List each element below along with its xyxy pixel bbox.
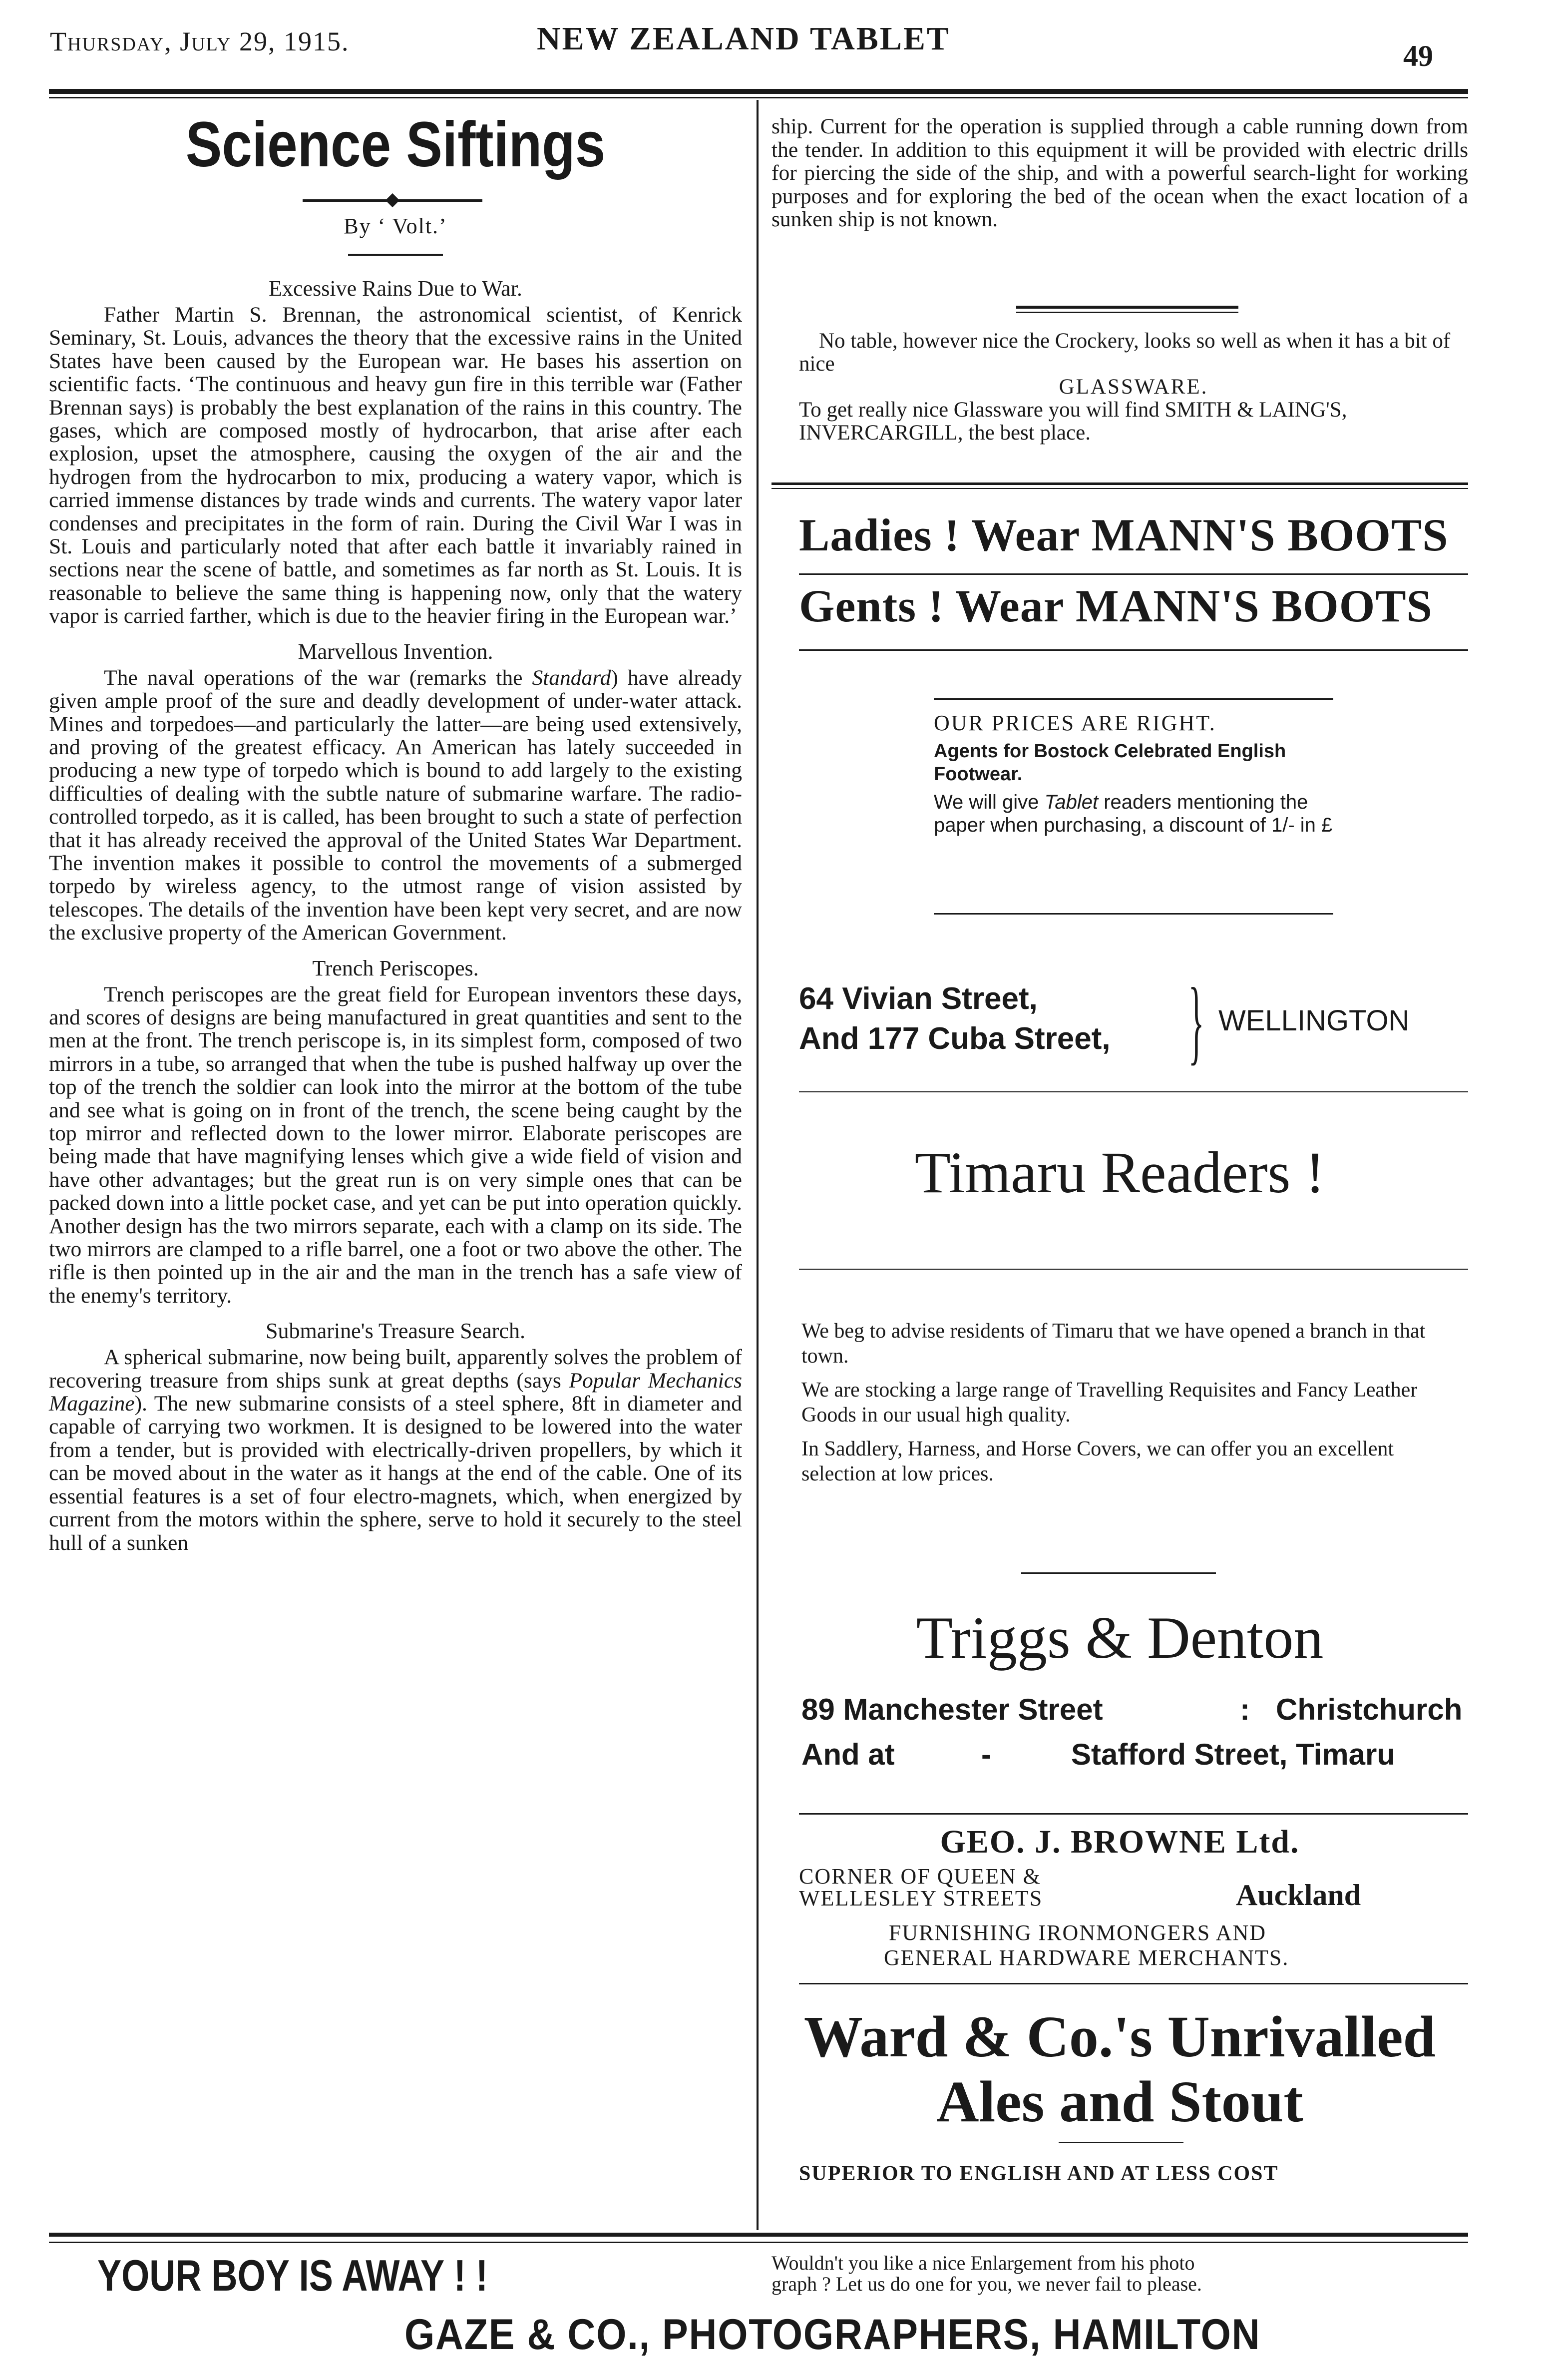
ad-prices-offer: We will give Tablet readers mentioning the paper when purchasing, a discount of 1/- in £: [934, 791, 1333, 836]
ad-timaru-p3: In Saddlery, Harness, and Horse Covers, we can offer you an excellent selection at low prices.: [801, 1437, 1394, 1485]
byline-rule: [348, 254, 443, 256]
ad-prices-top-rule: [934, 698, 1333, 700]
ad-address-line1: 64 Vivian Street,: [799, 981, 1038, 1016]
ad-browne-corner2: WELLESLEY STREETS: [799, 1886, 1043, 1910]
section-heading: Excessive Rains Due to War.: [269, 276, 522, 301]
column-divider: [757, 100, 759, 2230]
ad-timaru-body: [801, 1319, 1466, 1486]
title-ornament: [49, 195, 742, 205]
section-text: Trench periscopes are the great field for European inventors these days, and scores of designs are being manufactured in great quantities and sent to the men at the front. The trench periscope is, in its simplest form, composed of two mirrors in a tube, so arranged that when the tube is pushed halfway up over the top of the trench the soldier can look into the mirror at the bottom of the tube and see what is going on in front of the trench, the scene being caught by the top mirror and reflected down to the lower mirror. Elaborate periscopes are being made that have magnifying lenses which give a wide field of vision and have other advantages; but the great run is on very simple ones that can be packed down into a little pocket case, and yet can be put into operation quickly. Another design has the two mirrors separate, each with a clamp on its side. The two mirrors are clamped to a rifle barrel, one a foot or two above the other. The rifle is then pointed up in the air and the man in the trench has a safe view of the enemy's territory.: [49, 982, 742, 1308]
ad-address-city: WELLINGTON: [1218, 1004, 1410, 1037]
ad-gaze-blurb: [772, 2253, 1202, 2295]
ad-mann-rule: [799, 573, 1468, 575]
section-text: Father Martin S. Brennan, the astronomical scientist, of Kenrick Seminary, St. Louis, advances the theory that the excessive rains in the United States have been caused by the European war. He bases his assertion on scientific facts. ‘The continuous and heavy gun fire in this terrible war (Father Brennan says) is probably the best explanation of the rains in this country. The gases, which are composed mostly of hydrocarbon, that arise after each explosion, upset the atmosphere, causing the oxygen of the air and the hydrogen from the hydrocarbon to mix, producing a watery vapor, which is carried immense distances by trade winds and currents. The watery vapor later condenses and precipitates in the form of rain. During the Civil War I was in St. Louis and particularly noted that after each battle it invariably rained in sections near the scene of battle, and sometimes as far north as St. Louis. It is reasonable to believe the same thing is happening now, only that the watery vapor is carried farther, which is due to the heavier firing in the European war.’: [49, 303, 742, 628]
ad-address-line2: And 177 Cuba Street,: [799, 1021, 1111, 1056]
article-science-siftings: [49, 107, 742, 1554]
ad-gaze-headline: YOUR BOY IS AWAY ! !: [97, 2251, 488, 2300]
ad-mann-gents: Gents ! Wear MANN'S BOOTS: [799, 580, 1433, 631]
header-rule-thick: [49, 89, 1468, 94]
ad-ward-line2: Ales and Stout: [936, 2069, 1303, 2134]
ad-browne-corner1: CORNER OF QUEEN &: [799, 1864, 1042, 1889]
ad-separator: [772, 482, 1468, 485]
ad-prices: [934, 712, 1333, 837]
ad-prices-agents: Agents for Bostock Celebrated English Footwear.: [934, 741, 1286, 785]
header-date: Thursday, July 29, 1915.: [50, 26, 350, 56]
ad-ward-rule: [1059, 2142, 1183, 2143]
ad-timaru-heading: Timaru Readers !: [914, 1140, 1325, 1205]
ad-separator: [799, 649, 1468, 651]
ad-separator: [799, 1813, 1468, 1815]
article-continuation: ship. Current for the operation is supplied through a cable running down from the tender. In addition to this equipment it will be provided with electric drills for piercing the side of the ship, and with a powerful search-light for working purposes and for exploring the bed of the ocean when the exact location of a sunken ship is not known.: [772, 114, 1468, 231]
ad-glassware-word: GLASSWARE.: [1059, 375, 1208, 399]
header-paper-name: NEW ZEALAND TABLET: [537, 20, 950, 57]
header-rule-thin: [49, 97, 1468, 98]
ad-gaze-firm: GAZE & CO., PHOTOGRAPHERS, HAMILTON: [404, 2311, 1261, 2359]
ad-separator: [772, 488, 1468, 489]
ad-glassware-line2: To get really nice Glassware you will find SMITH & LAING'S, INVERCARGILL, the best place.: [799, 398, 1347, 445]
article-title: Science Siftings: [185, 109, 606, 180]
footer-rule-thick: [49, 2233, 1468, 2237]
ad-address: [799, 979, 1111, 1059]
article-byline: By ‘ Volt.’: [344, 214, 447, 238]
ad-browne-corner: [799, 1866, 1043, 1909]
ad-ward-tag: SUPERIOR TO ENGLISH AND AT LESS COST: [799, 2162, 1279, 2185]
ad-prices-heading: OUR PRICES ARE RIGHT.: [934, 711, 1216, 735]
section-text: The naval operations of the war (remarks the Standard) have already given ample proof of the sure and deadly development of under-water attack. Mines and torpedoes—and particularly the latter—are being used extensively, and proving of the greatest efficacy. An American has lately succeeded in producing a new type of torpedo which is bound to add largely to the existing difficulties of dealing with the subtle nature of submarine warfare. The radio-controlled torpedo, as it is called, has been brought to such a state of perfection that it has already received the approval of the United States War Department. The invention makes it possible to control the movements of a submerged torpedo by wireless agency, to the utmost range of vision assisted by telescopes. The details of the invention have been kept very secret, and are now the exclusive property of the American Government.: [49, 665, 742, 945]
ad-glassware: [799, 330, 1468, 445]
footer-rule-thin: [49, 2242, 1468, 2243]
ad-ward-line1: Ward & Co.'s Unrivalled: [803, 2004, 1436, 2069]
ad-mann-ladies: Ladies ! Wear MANN'S BOOTS: [799, 509, 1449, 560]
ad-browne-line1: FURNISHING IRONMONGERS AND: [889, 1920, 1267, 1945]
ad-browne-name: GEO. J. BROWNE Ltd.: [940, 1824, 1300, 1860]
section-heading: Submarine's Treasure Search.: [266, 1319, 525, 1344]
ad-timaru-p1: We beg to advise residents of Timaru that we have opened a branch in that town.: [801, 1320, 1426, 1368]
ad-browne-line2: GENERAL HARDWARE MERCHANTS.: [884, 1945, 1289, 1970]
ad-separator: [799, 1091, 1468, 1092]
section-heading: Trench Periscopes.: [312, 955, 479, 980]
ad-prices-bottom-rule: [934, 913, 1333, 915]
ad-address-brace: }: [1188, 969, 1204, 1074]
ad-triggs-name: Triggs & Denton: [916, 1604, 1324, 1671]
ad-triggs-line2: And at - Stafford Street, Timaru: [801, 1738, 1396, 1771]
continuation-end-rule: [1016, 306, 1238, 309]
ad-triggs-line1: 89 Manchester Street : Christchurch: [801, 1693, 1463, 1726]
right-column: [772, 115, 1468, 231]
header-page-number: 49: [1403, 39, 1433, 72]
ad-gaze-blurb2: graph ? Let us do one for you, we never fail to please.: [772, 2273, 1202, 2295]
ad-timaru-rule: [799, 1269, 1468, 1270]
continuation-end-rule: [1016, 312, 1238, 313]
ad-glassware-line1: No table, however nice the Crockery, looks so well as when it has a bit of nice: [799, 329, 1451, 376]
ad-browne-trade: [884, 1920, 1289, 1970]
ad-gaze-blurb1: Wouldn't you like a nice Enlargement from his photo: [772, 2252, 1195, 2274]
section-text: A spherical submarine, now being built, apparently solves the problem of recovering treasure from ships sunk at great depths (says Popular Mechanics Magazine). The new submarine consists of a steel sphere, 8ft in diameter and capable of carrying two workmen. It is designed to be lowered into the water from a tender, but is provided with electrically-driven propellers, by which it can be moved about in the water as it hangs at the end of the cable. One of its essential features is a set of four electro-magnets, which, when energized by current from the motors within the sphere, serve to hold it securely to the steel hull of a sunken: [49, 1345, 742, 1555]
section-heading: Marvellous Invention.: [298, 639, 493, 664]
ad-separator: [799, 1983, 1468, 1984]
ad-browne-city: Auckland: [1236, 1879, 1361, 1911]
ad-timaru-p2: We are stocking a large range of Travelling Requisites and Fancy Leather Goods in our usual high quality.: [801, 1379, 1418, 1427]
ad-separator: [1021, 1572, 1216, 1574]
